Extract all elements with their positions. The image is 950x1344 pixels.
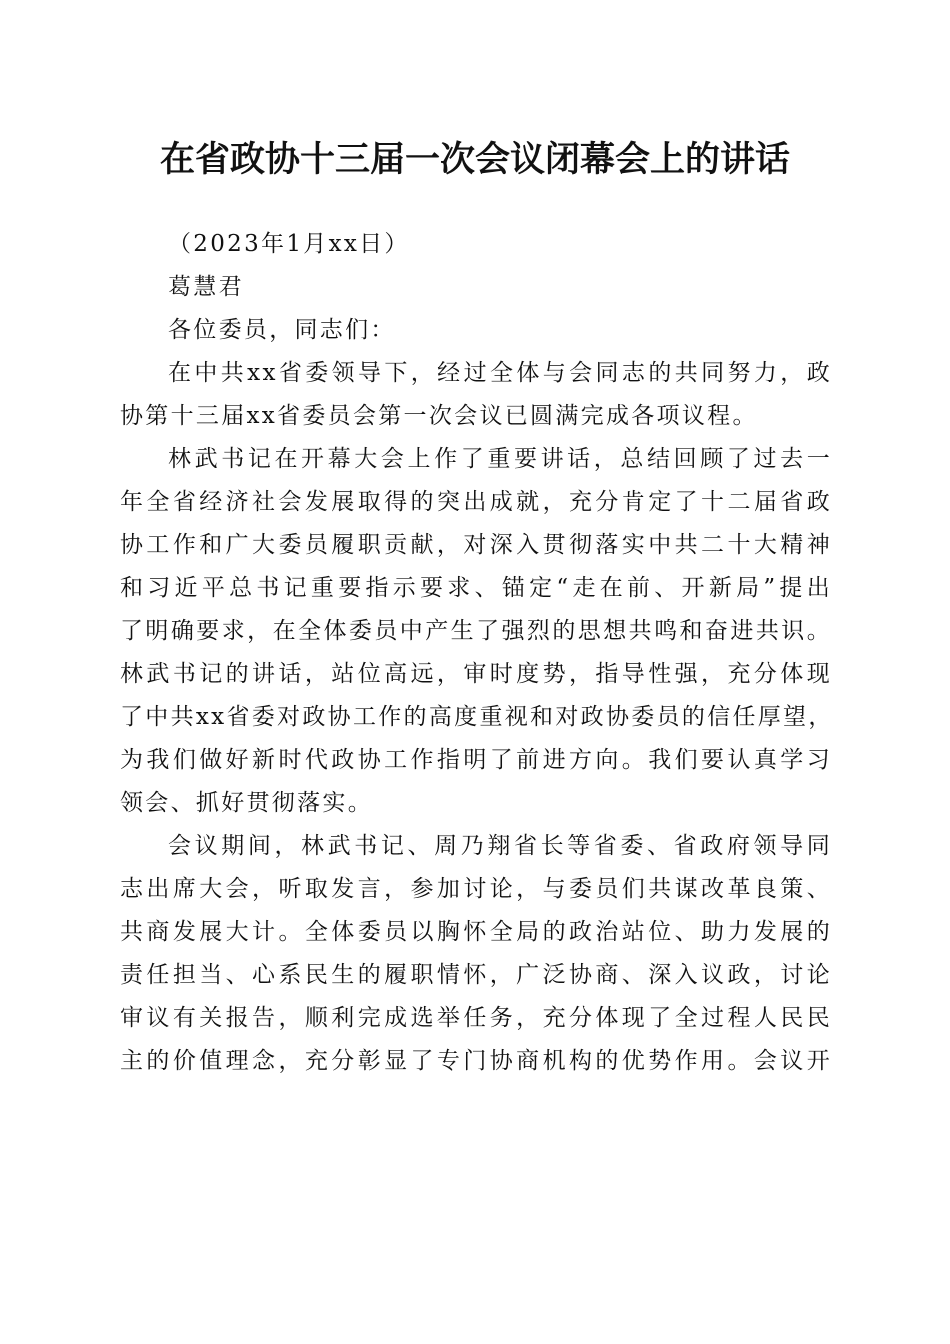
paragraph-line: 协第十三届xx省委员会第一次会议已圆满完成各项议程。 — [120, 403, 758, 429]
paragraph-line: 林武书记在开幕大会上作了重要讲话，总结回顾了过去一 — [168, 446, 832, 472]
paragraph-line: 林武书记的讲话，站位高远，审时度势，指导性强，充分体现 — [120, 661, 832, 687]
paragraph-line: 审议有关报告，顺利完成选举任务，充分体现了全过程人民民 — [120, 1005, 832, 1031]
paragraph-line: 和习近平总书记重要指示要求、锚定“走在前、开新局”提出 — [120, 575, 832, 601]
paragraph-line: 协工作和广大委员履职贡献，对深入贯彻落实中共二十大精神 — [120, 532, 832, 558]
paragraph-line: 责任担当、心系民生的履职情怀，广泛协商、深入议政，讨论 — [120, 962, 832, 988]
paragraph-line: 了明确要求，在全体委员中产生了强烈的思想共鸣和奋进共识。 — [120, 618, 832, 644]
document-body — [120, 223, 832, 1083]
author-line: 葛慧君 — [168, 274, 244, 300]
paragraph-line: 会议期间，林武书记、周乃翔省长等省委、省政府领导同 — [168, 833, 832, 859]
paragraph-3 — [120, 825, 832, 1083]
paragraph-2 — [120, 438, 832, 825]
paragraph-line: 在中共xx省委领导下，经过全体与会同志的共同努力，政 — [168, 360, 832, 386]
paragraph-line: 了中共xx省委对政协工作的高度重视和对政协委员的信任厚望， — [120, 704, 834, 730]
paragraph-line: 共商发展大计。全体委员以胸怀全局的政治站位、助力发展的 — [120, 919, 832, 945]
document-title: 在省政协十三届一次会议闭幕会上的讲话 — [159, 139, 790, 180]
paragraph-1 — [120, 352, 832, 438]
paragraph-line: 主的价值理念，充分彰显了专门协商机构的优势作用。会议开 — [120, 1048, 832, 1074]
paragraph-line: 年全省经济社会发展取得的突出成就，充分肯定了十二届省政 — [120, 489, 832, 515]
paragraph-line: 为我们做好新时代政协工作指明了前进方向。我们要认真学习 — [120, 747, 832, 773]
salutation-line: 各位委员，同志们： — [168, 317, 396, 343]
date-line: （2023年1月xx日） — [168, 231, 410, 257]
paragraph-line: 领会、抓好贯彻落实。 — [120, 790, 373, 816]
paragraph-line: 志出席大会，听取发言，参加讨论，与委员们共谋改革良策、 — [120, 876, 832, 902]
